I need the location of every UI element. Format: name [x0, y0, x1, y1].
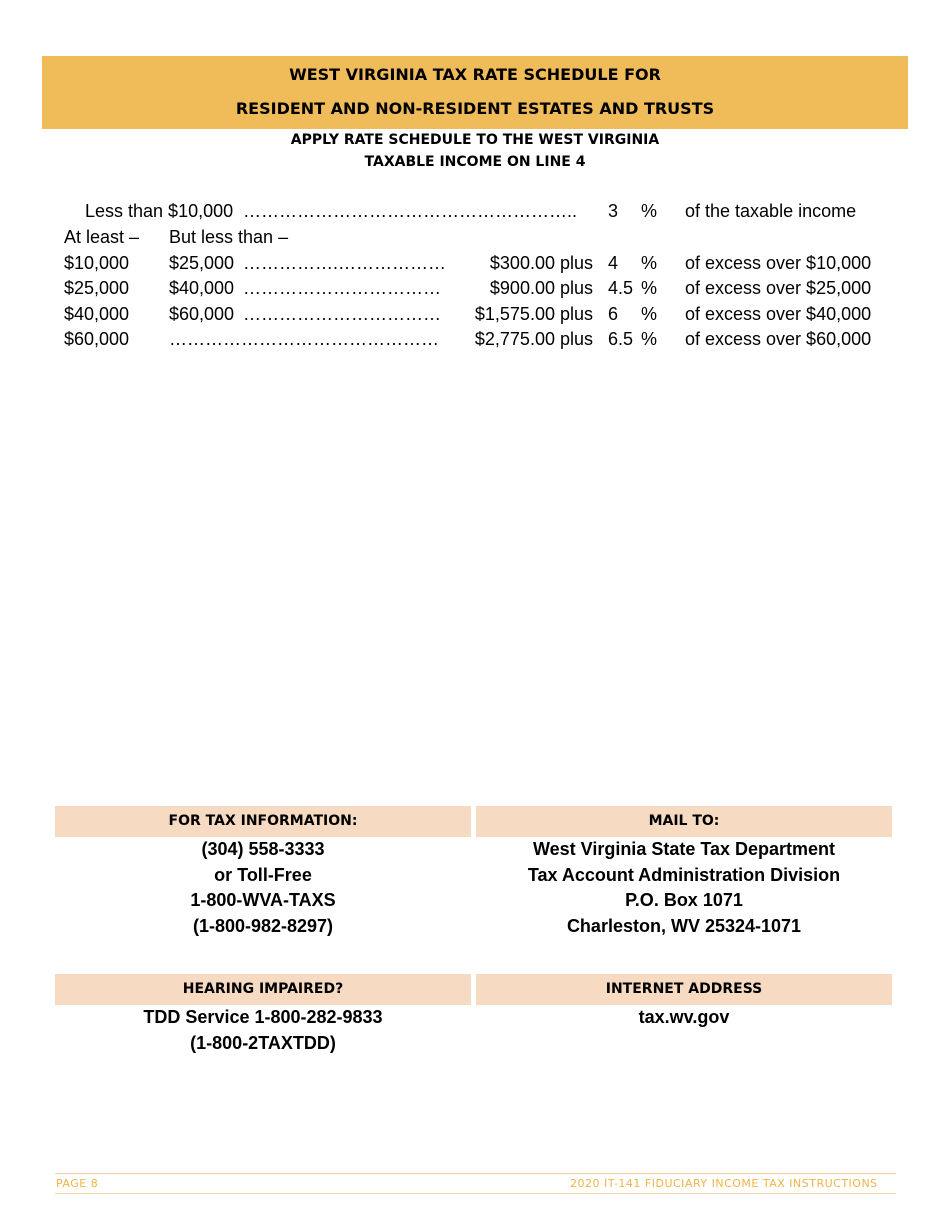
tax-info-heading: FOR TAX INFORMATION:: [55, 806, 471, 837]
tax-info-toll-free-label: or Toll-Free: [214, 865, 312, 885]
row-less-than: $60,000: [169, 304, 235, 324]
first-row-desc: of the taxable income: [685, 201, 857, 221]
row-rate: 4: [608, 253, 619, 273]
hearing-heading: HEARING IMPAIRED?: [55, 974, 471, 1005]
row-dots: ……………………………: [243, 278, 441, 298]
first-row-label: Less than $10,000: [85, 201, 234, 221]
first-row-rate: 3: [608, 201, 619, 221]
footer-rule-bottom: [55, 1193, 896, 1194]
row-dots: ………………………………………: [169, 329, 439, 349]
row-pct: %: [641, 304, 658, 324]
internet-url: tax.wv.gov: [638, 1007, 730, 1027]
row-rate: 6.5: [608, 329, 634, 349]
mail-to-department: West Virginia State Tax Department: [532, 839, 836, 859]
row-desc: of excess over $40,000: [685, 304, 872, 324]
mail-to-heading: MAIL TO:: [476, 806, 892, 837]
hearing-tdd-letters: (1-800-2TAXTDD): [190, 1033, 336, 1053]
row-at-least: $60,000: [64, 329, 130, 349]
tax-info-phone: (304) 558-3333: [201, 839, 325, 859]
mail-to-division: Tax Account Administration Division: [527, 865, 841, 885]
row-amount: $300.00 plus: [489, 253, 593, 273]
row-pct: %: [641, 278, 658, 298]
col-header-at-least: At least –: [64, 227, 140, 247]
title-line-1: WEST VIRGINIA TAX RATE SCHEDULE FOR: [289, 65, 661, 84]
row-amount: $2,775.00 plus: [474, 329, 593, 349]
row-dots: ……………………………: [243, 304, 441, 324]
title-line-2: RESIDENT AND NON-RESIDENT ESTATES AND TRUSTS: [235, 99, 715, 118]
row-less-than: $40,000: [169, 278, 235, 298]
row-dots: …………….………………: [243, 253, 447, 273]
row-rate: 6: [608, 304, 619, 324]
first-row-dots: ………………………………………………..: [243, 201, 578, 221]
col-header-less-than: But less than –: [169, 227, 289, 247]
subtitle-line-2: TAXABLE INCOME ON LINE 4: [364, 154, 586, 170]
title-banner: [42, 56, 908, 129]
tax-info-toll-free-digits: (1-800-982-8297): [192, 916, 334, 936]
first-row-pct: %: [641, 201, 658, 221]
tax-info-toll-free-number: 1-800-WVA-TAXS: [190, 890, 336, 910]
subtitle-line-1: APPLY RATE SCHEDULE TO THE WEST VIRGINIA: [290, 132, 660, 148]
row-at-least: $40,000: [64, 304, 130, 324]
row-desc: of excess over $10,000: [685, 253, 872, 273]
row-less-than: $25,000: [169, 253, 235, 273]
row-at-least: $10,000: [64, 253, 130, 273]
internet-heading: INTERNET ADDRESS: [476, 974, 892, 1005]
row-rate: 4.5: [608, 278, 634, 298]
footer-rule-top: [55, 1173, 896, 1174]
mail-to-city: Charleston, WV 25324-1071: [566, 916, 802, 936]
mail-to-po-box: P.O. Box 1071: [625, 890, 743, 910]
hearing-tdd-service: TDD Service 1-800-282-9833: [143, 1007, 383, 1027]
row-at-least: $25,000: [64, 278, 130, 298]
footer-page-number: PAGE 8: [56, 1177, 99, 1190]
row-pct: %: [641, 253, 658, 273]
footer-doc-title: 2020 IT-141 FIDUCIARY INCOME TAX INSTRUCTIONS: [570, 1177, 878, 1190]
row-amount: $1,575.00 plus: [474, 304, 593, 324]
row-pct: %: [641, 329, 658, 349]
row-desc: of excess over $60,000: [685, 329, 872, 349]
row-desc: of excess over $25,000: [685, 278, 872, 298]
row-amount: $900.00 plus: [489, 278, 593, 298]
